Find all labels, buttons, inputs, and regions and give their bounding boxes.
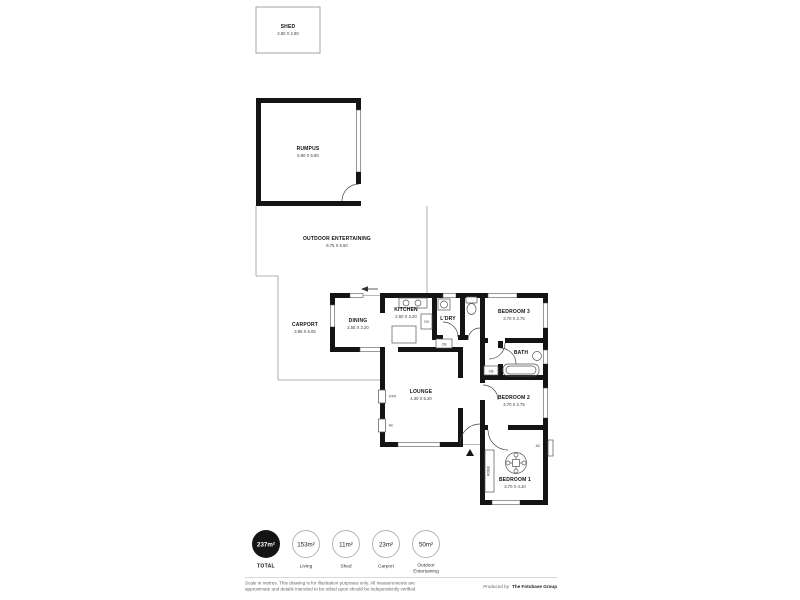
carport-label: CARPORT — [291, 322, 319, 328]
legend-item-total — [252, 530, 280, 570]
outdoor-area-label-2: Entertaining — [413, 569, 439, 575]
rumpus-dims: 5.90 X 5.90 — [297, 153, 319, 158]
ac-lounge-label: AC — [388, 423, 394, 428]
legend-item-outdoor — [413, 531, 440, 575]
bathtub-inner-icon — [506, 366, 536, 374]
bedroom2-window — [544, 388, 548, 418]
bedroom3-side-window — [544, 303, 548, 328]
brand-name: The Fotobase Group — [512, 584, 557, 589]
heater-label: HTR — [388, 394, 397, 399]
shed-label: SHED — [280, 24, 296, 30]
laundry-window — [443, 294, 456, 298]
bedroom1-dims: 3.70 X 4.10 — [504, 484, 526, 489]
legend-item-carport — [373, 531, 400, 570]
outdoor-area-label-1: Outdoor — [417, 563, 435, 569]
kitchen-bench-icon — [392, 326, 416, 343]
outdoor-label: OUTDOOR ENTERTAINING — [302, 236, 372, 242]
footer — [245, 578, 557, 592]
lounge-window — [398, 443, 440, 447]
ceiling-fan-icon — [506, 453, 527, 474]
laundry-door-arc — [443, 322, 458, 337]
living-area: 153m² — [297, 541, 315, 549]
toilet-icon — [466, 297, 477, 303]
bedroom2-dims: 3.70 X 2.75 — [503, 402, 525, 407]
outdoor-dims: 9.75 X 6.50 — [326, 243, 348, 248]
cupboard-kitchen-label: CB — [441, 342, 447, 347]
shed-dims: 3.80 X 2.80 — [277, 31, 299, 36]
room-labels — [347, 307, 531, 489]
bedroom3-label: BEDROOM 3 — [497, 309, 531, 315]
vanity-basin-icon — [533, 352, 542, 361]
rumpus-label: RUMPUS — [296, 146, 320, 152]
shed-area-label: Shed — [340, 564, 352, 570]
area-legend — [252, 530, 440, 575]
dining-side-window — [331, 305, 335, 327]
kitchen-label: KITCHEN — [394, 307, 418, 313]
rumpus-door-arc — [342, 184, 359, 201]
legend-item-living — [293, 531, 320, 570]
ac-bed1-icon — [548, 440, 553, 456]
lounge-label: LOUNGE — [409, 389, 433, 395]
bedroom3-dims: 3.70 X 2.75 — [503, 316, 525, 321]
oven-label: OV — [423, 320, 430, 324]
disclaimer-line1: Scale in metres. This drawing is for illustration purposes only. All measurements are — [245, 580, 415, 586]
living-label: Living — [299, 564, 313, 570]
lounge-dims: 4.30 X 5.20 — [410, 396, 432, 401]
laundry-trough-icon — [438, 299, 450, 310]
shed-area: 11m² — [339, 541, 353, 549]
bedroom1-door-arc — [488, 430, 508, 450]
carport-dims: 3.85 X 6.05 — [294, 329, 316, 334]
disclaimer-line2: approximate and details intended to be relied upon should be independently verified. — [245, 586, 417, 592]
produced-by-text: Produced by — [483, 584, 509, 589]
outdoor-area: 50m² — [418, 541, 434, 549]
carport-area: 23m² — [378, 541, 394, 549]
bath-window — [544, 350, 548, 364]
cupboard-hall-label: CB — [488, 369, 494, 374]
room-rumpus — [256, 98, 361, 206]
dining-top-window — [350, 294, 363, 298]
rumpus-window — [357, 110, 361, 172]
laundry-label: L'DRY — [440, 316, 456, 322]
bedroom1-window — [492, 501, 520, 505]
heater-icon — [379, 390, 386, 403]
bedroom3-window — [488, 294, 517, 298]
wc-door-arc — [468, 328, 480, 340]
bedroom2-door-arc — [483, 385, 498, 400]
dining-dims: 2.55 X 3.20 — [347, 325, 369, 330]
total-label: TOTAL — [257, 563, 275, 570]
toilet-bowl-icon — [467, 304, 476, 315]
total-area: 237m² — [257, 541, 275, 549]
entry-marker-triangle — [466, 449, 474, 456]
bath-label: BATH — [513, 350, 529, 356]
bedroom1-label: BEDROOM 1 — [498, 477, 532, 483]
robe-label: ROBE — [486, 466, 491, 476]
kitchen-dims: 2.60 X 3.20 — [395, 314, 417, 319]
room-shed — [256, 7, 320, 53]
bedroom2-label: BEDROOM 2 — [497, 395, 531, 401]
ac-lounge-icon — [379, 419, 386, 432]
shed-outline — [256, 7, 320, 53]
entry-arrow-head — [361, 286, 368, 292]
ac-bed1-label: AC — [535, 444, 541, 448]
dining-label: DINING — [348, 318, 368, 324]
dining-bottom-window — [360, 348, 382, 352]
legend-item-shed — [333, 531, 360, 570]
carport-area-label: Carport — [378, 564, 394, 570]
